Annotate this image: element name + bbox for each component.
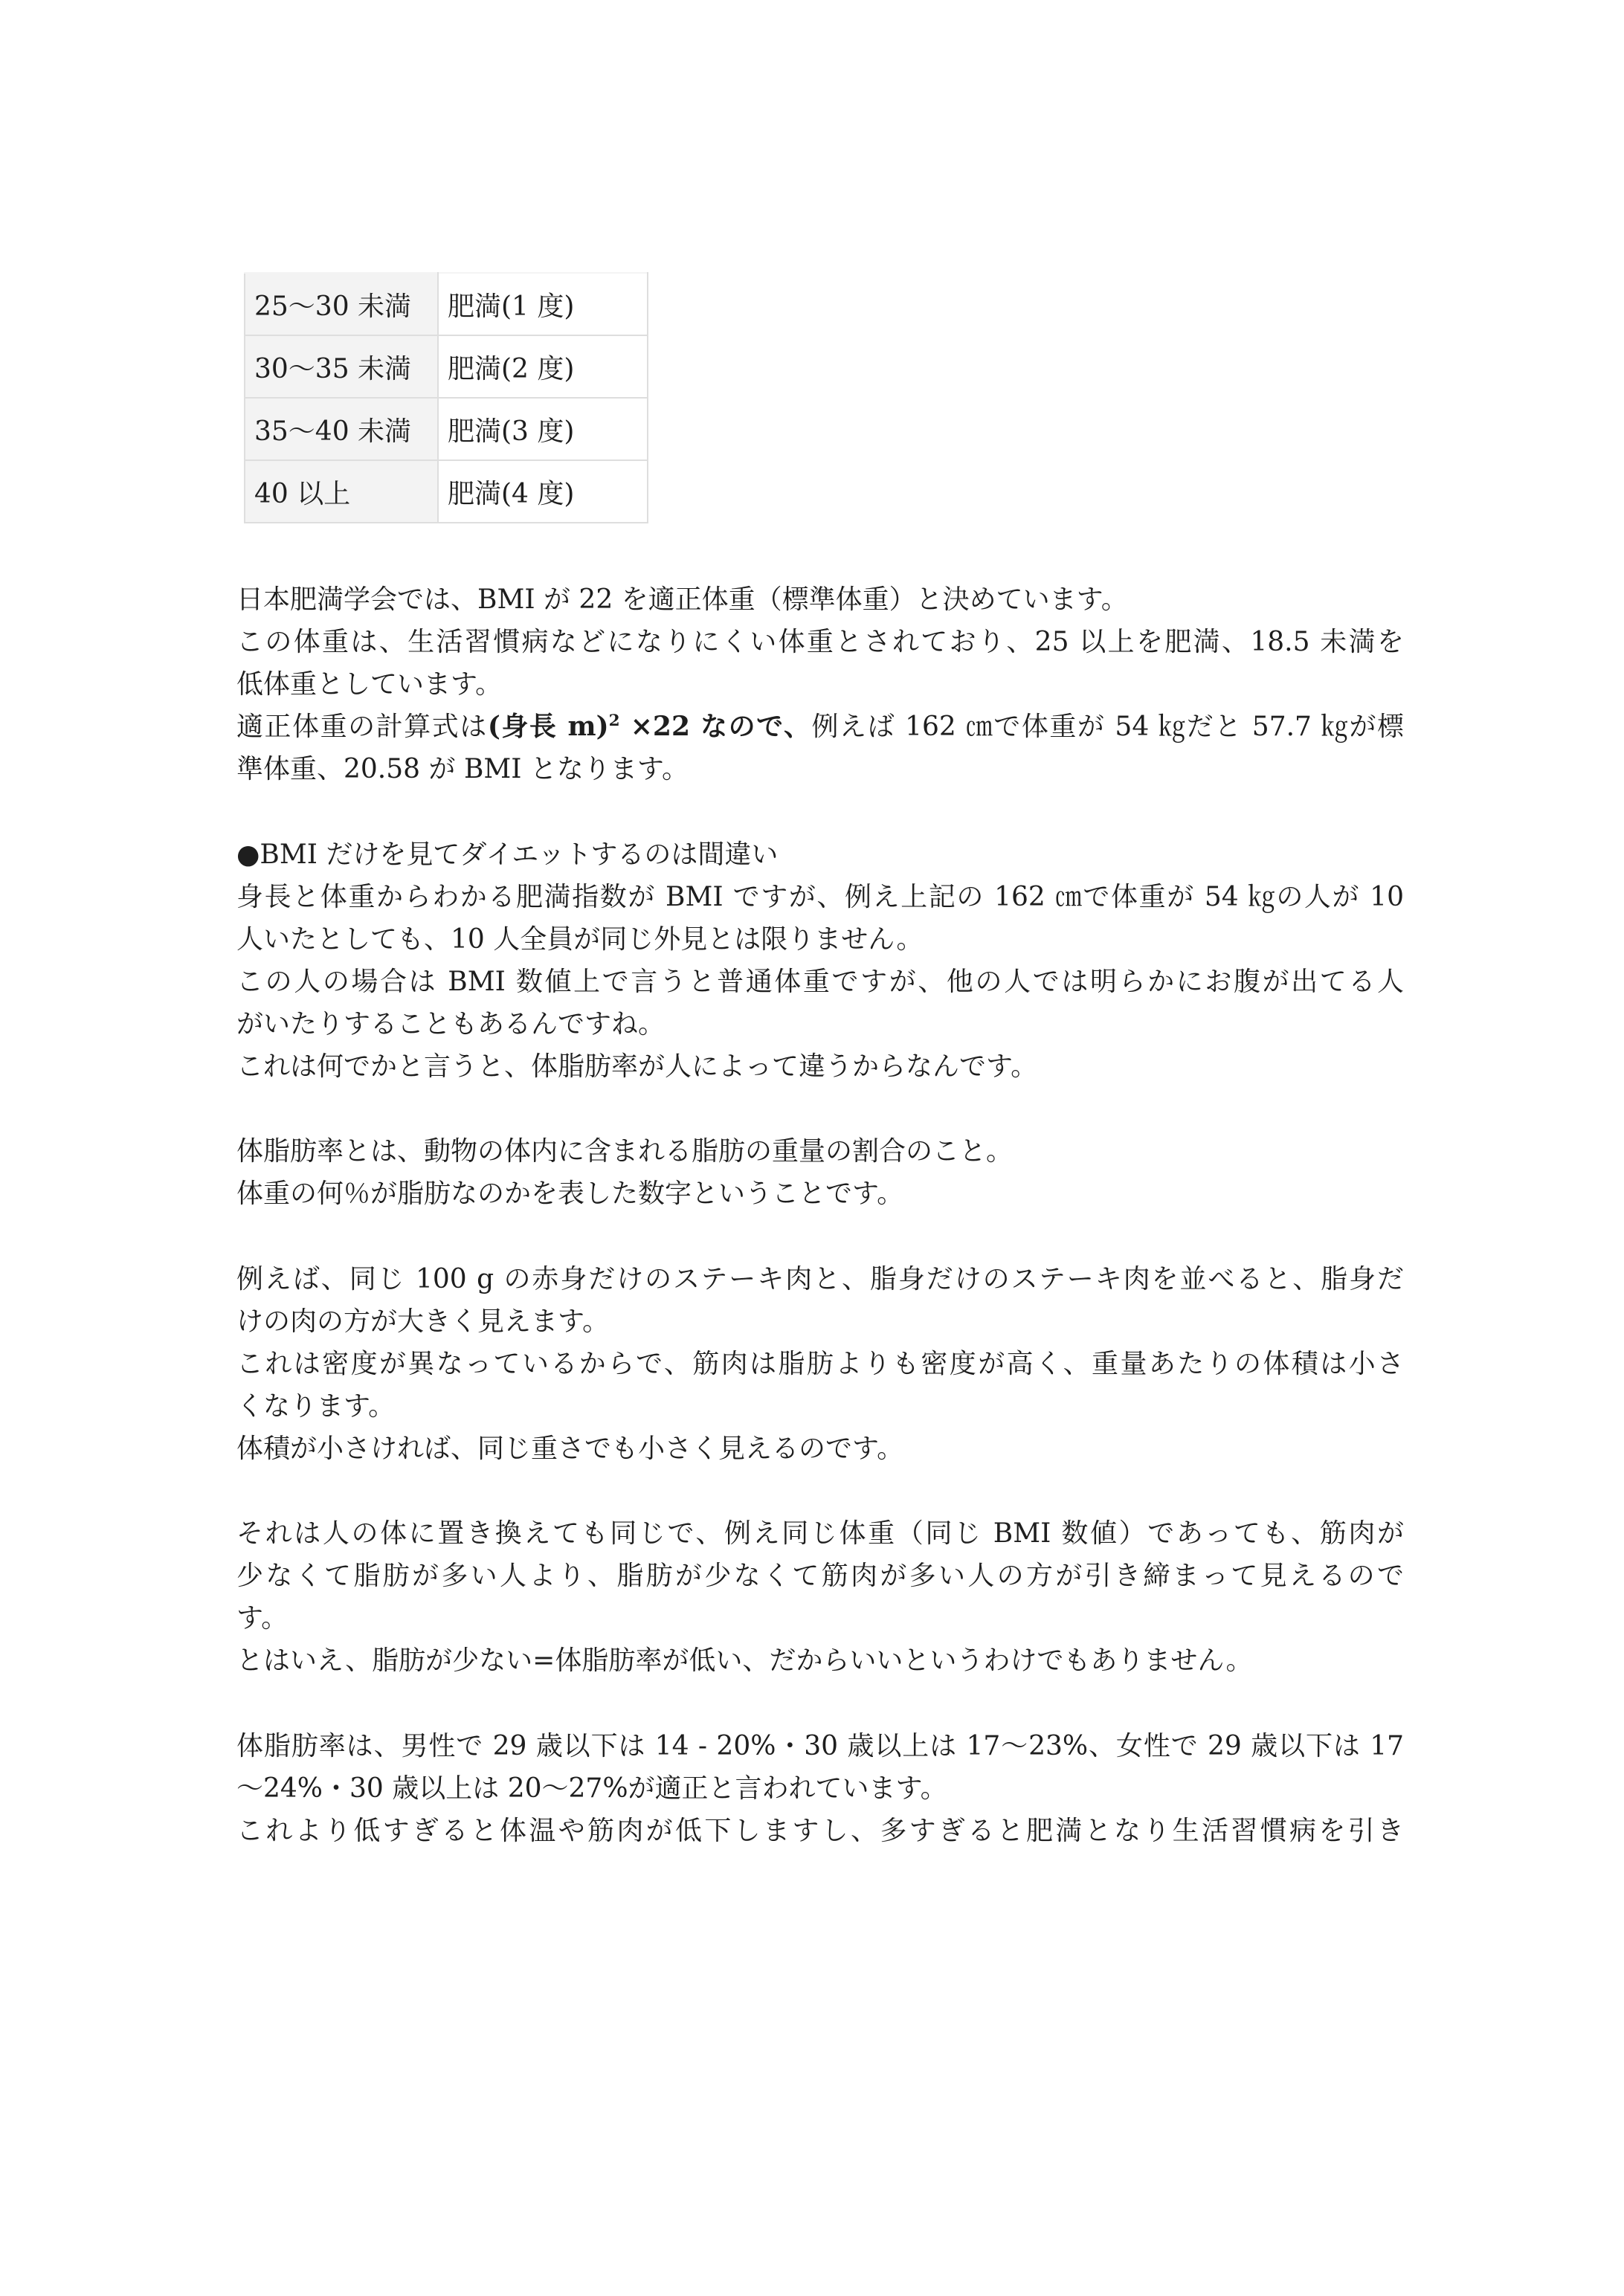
spacer [236,1470,1404,1512]
text-line: 少なくて脂肪が多い人より、脂肪が少なくて筋肉が多い人の方が引き締まって見えるので [236,1561,1404,1592]
obesity-degree-cell: 肥満(3 度) [438,398,648,460]
text-line: とはいえ、脂肪が少ない=体脂肪率が低い、だからいいというわけでもありません。 [236,1645,1253,1677]
text-line: 身長と体重からわかる肥満指数が BMI ですが、例え上記の 162 ㎝で体重が 54 ㎏の人が 10 [236,881,1404,912]
formula-exponent: 2 [608,712,620,731]
obesity-degree-cell: 肥満(1 度) [438,273,648,335]
spacer [236,1215,1404,1257]
text-span: 適正体重の計算式は [236,712,488,743]
table-row [245,273,648,335]
document-body [236,578,1404,1852]
section-heading: ●BMI だけを見てダイエットするのは間違い [236,839,779,870]
text-line: けの肉の方が大きく見えます。 [236,1306,610,1337]
text-line: 体脂肪率は、男性で 29 歳以下は 14 - 20%・30 歳以上は 17～23%、女性で 29 歳以下は 17 [236,1730,1404,1761]
text-line: 体積が小さければ、同じ重さでも小さく見えるのです。 [236,1433,904,1464]
table-row [245,335,648,398]
formula-height: (身長 m) [487,711,609,743]
paragraph-body-comparison [236,1512,1404,1682]
text-line: 日本肥満学会では、BMI が 22 を適正体重（標準体重）と決めています。 [236,584,1128,615]
spacer [236,1682,1404,1724]
text-span: 例えば 162 ㎝で体重が 54 ㎏だと 57.7 ㎏が標 [811,712,1404,743]
section-bmi-not-enough [236,833,1404,1089]
paragraph-body-fat-definition [236,1130,1404,1215]
table-row [245,460,648,523]
text-line: これは何でかと言うと、体脂肪率が人によって違うからなんです。 [236,1051,1038,1083]
table-row [245,398,648,460]
text-line: す。 [236,1603,289,1634]
formula-multiplier: ×22 なので、 [619,711,812,743]
text-line: 低体重としています。 [236,669,503,700]
paragraph-standard-weight [236,578,1404,790]
text-line: この体重は、生活習慣病などになりにくい体重とされており、25 以上を肥満、18.5 未満を [236,627,1404,658]
text-line: 例えば、同じ 100 g の赤身だけのステーキ肉と、脂身だけのステーキ肉を並べると、脂身だ [236,1263,1404,1294]
text-line: がいたりすることもあるんですね。 [236,1008,666,1039]
text-line: 人いたとしても、10 人全員が同じ外見とは限りません。 [236,923,924,955]
bmi-range-cell: 35～40 未満 [245,398,438,460]
spacer [236,1088,1404,1130]
paragraph-steak-example [236,1258,1404,1470]
text-line: これより低すぎると体温や筋肉が低下しますし、多すぎると肥満となり生活習慣病を引き [236,1815,1404,1846]
text-line: この人の場合は BMI 数値上で言うと普通体重ですが、他の人では明らかにお腹が出てる人 [236,966,1404,997]
text-line: 体脂肪率とは、動物の体内に含まれる脂肪の重量の割合のこと。 [236,1136,1014,1167]
text-line: くなります。 [236,1390,396,1422]
text-line: これは密度が異なっているからで、筋肉は脂肪よりも密度が高く、重量あたりの体積は小さ [236,1348,1404,1379]
text-line: それは人の体に置き換えても同じで、例え同じ体重（同じ BMI 数値）であっても、筋肉が [236,1518,1404,1550]
bmi-classification-table [244,272,648,523]
bmi-range-cell: 40 以上 [245,460,438,523]
paragraph-body-fat-ranges [236,1725,1404,1852]
bmi-range-cell: 30～35 未満 [245,335,438,398]
spacer [236,790,1404,833]
obesity-degree-cell: 肥満(2 度) [438,335,648,398]
text-line: ～24%・30 歳以上は 20～27%が適正と言われています。 [236,1773,947,1804]
formula-line [236,706,1404,748]
obesity-degree-cell: 肥満(4 度) [438,460,648,523]
bmi-range-cell: 25～30 未満 [245,273,438,335]
formula-text [488,711,812,742]
text-line: 体重の何％が脂肪なのかを表した数字ということです。 [236,1178,904,1210]
text-line: 準体重、20.58 が BMI となります。 [236,754,689,785]
